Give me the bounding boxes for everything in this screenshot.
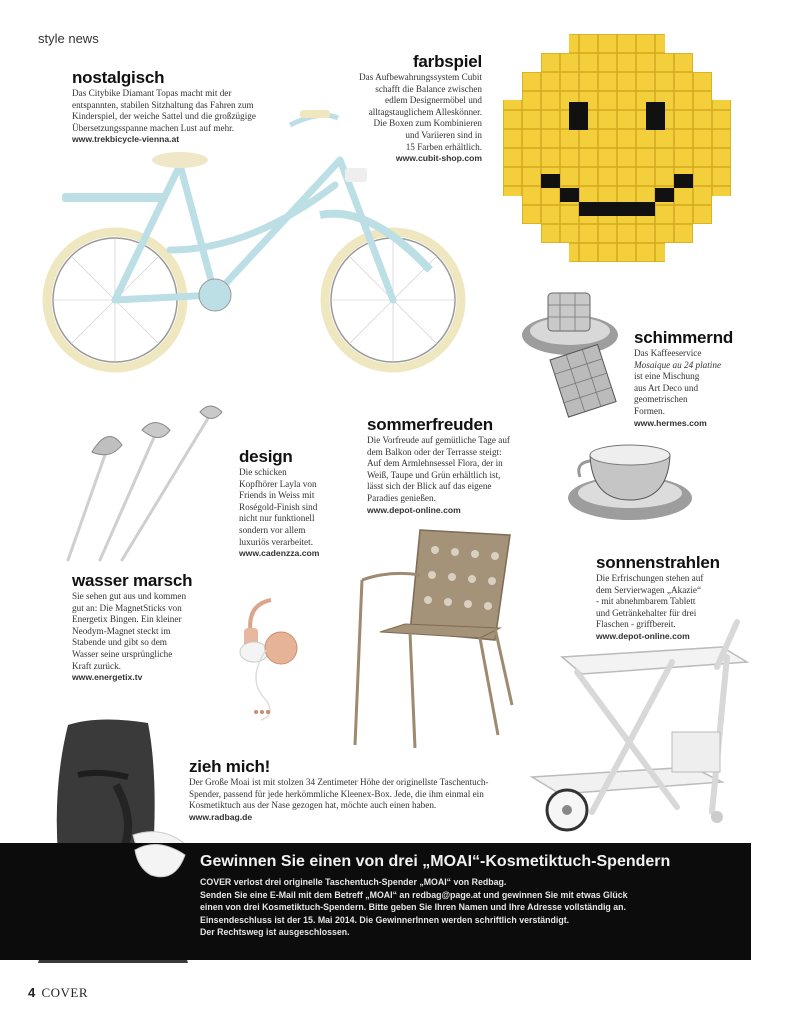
text-line: und Getränkehalter für drei xyxy=(596,607,697,618)
article-heading: design xyxy=(239,447,293,466)
article-body xyxy=(634,348,744,418)
giveaway-banner xyxy=(0,843,751,960)
text-line: Flaschen - griffbereit. xyxy=(596,619,676,630)
text-line: Der Große Moai ist mit stolzen 34 Zentimeter Höhe der originellste Taschentuch- xyxy=(189,777,489,787)
article-url[interactable]: www.depot-online.com xyxy=(367,504,461,515)
text-line: Formen. xyxy=(634,405,665,416)
text-line: Wasser seine ursprüngliche xyxy=(72,648,173,659)
headphones-image xyxy=(226,590,326,725)
text-line: aus Art Deco und xyxy=(634,382,699,393)
text-line: dem Servierwagen „Akazie“ xyxy=(596,584,702,595)
text-line: Energetix Bingen. Ein kleiner xyxy=(72,614,182,625)
article-url[interactable]: www.radbag.de xyxy=(189,811,253,822)
article-url[interactable]: www.energetix.tv xyxy=(72,672,143,683)
text-line: 15 Farben erhältlich. xyxy=(405,141,482,152)
article-wasser-marsch xyxy=(72,571,222,682)
article-schimmernd xyxy=(634,328,744,428)
text-line: alltagstauglichem Alleskönner. xyxy=(368,106,482,117)
article-body xyxy=(239,467,349,548)
page-number: 4 xyxy=(28,985,36,1000)
text-line: dem Balkon oder der Terrasse steigt: xyxy=(367,446,502,457)
text-line: COVER verlost drei originelle Taschentuch-Spender „MOAI“ von Redbag. xyxy=(200,877,507,887)
text-line: edlem Designermöbel und xyxy=(385,95,482,106)
text-line: Das Citybike Diamant Topas macht mit der xyxy=(72,88,232,98)
article-url[interactable]: www.hermes.com xyxy=(634,417,707,428)
text-line: sondern vor allem xyxy=(239,524,306,535)
article-heading: sonnenstrahlen xyxy=(596,553,720,572)
text-line: luxuriös verarbeitet. xyxy=(239,536,313,547)
serving-trolley-image xyxy=(522,612,757,844)
text-line: Sie sehen gut aus und kommen xyxy=(72,591,187,601)
text-line: ist eine Mischung xyxy=(634,371,700,382)
text-line: Übersetzungsspanne machen Lust auf mehr. xyxy=(72,122,235,133)
text-line: Die Boxen zum Kombinieren xyxy=(373,118,482,129)
article-farbspiel xyxy=(290,52,482,163)
text-line: Die Erfrischungen stehen auf xyxy=(596,573,704,583)
article-heading: farbspiel xyxy=(412,52,482,71)
article-zieh-mich xyxy=(189,757,529,822)
text-line: Senden Sie eine E-Mail mit dem Betreff „MOAI“ an redbag@page.at und gewinnen Sie mit etwas Glück xyxy=(200,889,628,900)
text-line: gut an: Die MagnetSticks von xyxy=(72,602,182,613)
text-line: Kraft zurück. xyxy=(72,660,121,671)
text-line: nicht nur funktionell xyxy=(239,513,315,524)
banner-title: Gewinnen Sie einen von drei „MOAI“-Kosmetiktuch-Spendern xyxy=(200,853,671,870)
text-line: Der Rechtsweg ist ausgeschlossen. xyxy=(200,927,350,937)
page-footer xyxy=(28,985,88,1001)
text-line: Stabende und gibt so dem xyxy=(72,637,167,648)
article-heading: nostalgisch xyxy=(72,68,165,87)
article-body xyxy=(72,591,222,672)
text-line: Paradies genießen. xyxy=(367,492,436,503)
article-heading: zieh mich! xyxy=(189,757,271,776)
text-line: einen von drei Kosmetiktuch-Spendern. Bitte geben Sie Ihren Namen und Ihre Adresse vollständig an. xyxy=(200,902,626,912)
text-line: Friends in Weiss mit xyxy=(239,490,315,501)
text-line: Roségold-Finish sind xyxy=(239,501,318,512)
text-line: Die schicken xyxy=(239,467,287,477)
article-sommerfreuden xyxy=(367,415,537,515)
text-line: Auf dem Armlehnsessel Flora, der in xyxy=(367,458,503,469)
article-body xyxy=(290,72,482,153)
magnet-sticks-image xyxy=(60,400,230,565)
magazine-name: COVER xyxy=(41,985,89,1000)
article-design xyxy=(239,447,349,558)
smiley-shelf-image xyxy=(503,34,731,262)
text-line: Einsendeschluss ist der 15. Mai 2014. Die GewinnerInnen werden schriftlich verständigt. xyxy=(200,914,570,925)
article-url[interactable]: www.depot-online.com xyxy=(596,630,690,641)
text-line: Die Vorfreude auf gemütliche Tage auf xyxy=(367,435,510,445)
text-line: Spender, passend für jede herkömmliche Kleenex-Box. Jede, die ihm einmal ein xyxy=(189,788,484,799)
article-heading: schimmernd xyxy=(634,328,734,347)
article-body xyxy=(189,777,529,812)
section-label: style news xyxy=(38,31,99,46)
text-line: lässt sich der Blick auf das eigene xyxy=(367,481,492,492)
text-line: Das Kaffeeservice xyxy=(634,348,702,358)
text-line: - mit abnehmbarem Tablett xyxy=(596,596,696,607)
tissue-icon xyxy=(133,835,188,885)
text-line: geometrischen xyxy=(634,394,688,405)
armchair-image xyxy=(350,520,520,750)
article-url[interactable]: www.cubit-shop.com xyxy=(395,153,482,164)
article-body xyxy=(367,435,537,505)
text-line: Weiß, Taupe und Grün erhältlich ist, xyxy=(367,469,501,480)
text-line: Das Aufbewahrungssystem Cubit xyxy=(359,72,482,82)
article-url[interactable]: www.trekbicycle-vienna.at xyxy=(72,134,180,145)
text-line: und Variieren sind in xyxy=(405,129,482,140)
banner-body xyxy=(200,876,740,939)
text-line: Mosaique au 24 platine xyxy=(634,359,722,370)
text-line: entspannten, stabilen Sitzhaltung das Fahren zum xyxy=(72,99,254,110)
article-url[interactable]: www.cadenzza.com xyxy=(239,548,320,559)
article-heading: sommerfreuden xyxy=(367,415,493,434)
text-line: Kopfhörer Layla von xyxy=(239,478,317,489)
text-line: schafft die Balance zwischen xyxy=(375,83,482,94)
text-line: Kosmetiktuch aus der Nase gezogen hat, möchte auch einen haben. xyxy=(189,800,437,811)
article-heading: wasser marsch xyxy=(72,571,193,590)
text-line: Kinderspiel, der weiche Sattel und die großzügige xyxy=(72,111,256,122)
text-line: Neodym-Magnet steckt im xyxy=(72,625,171,636)
